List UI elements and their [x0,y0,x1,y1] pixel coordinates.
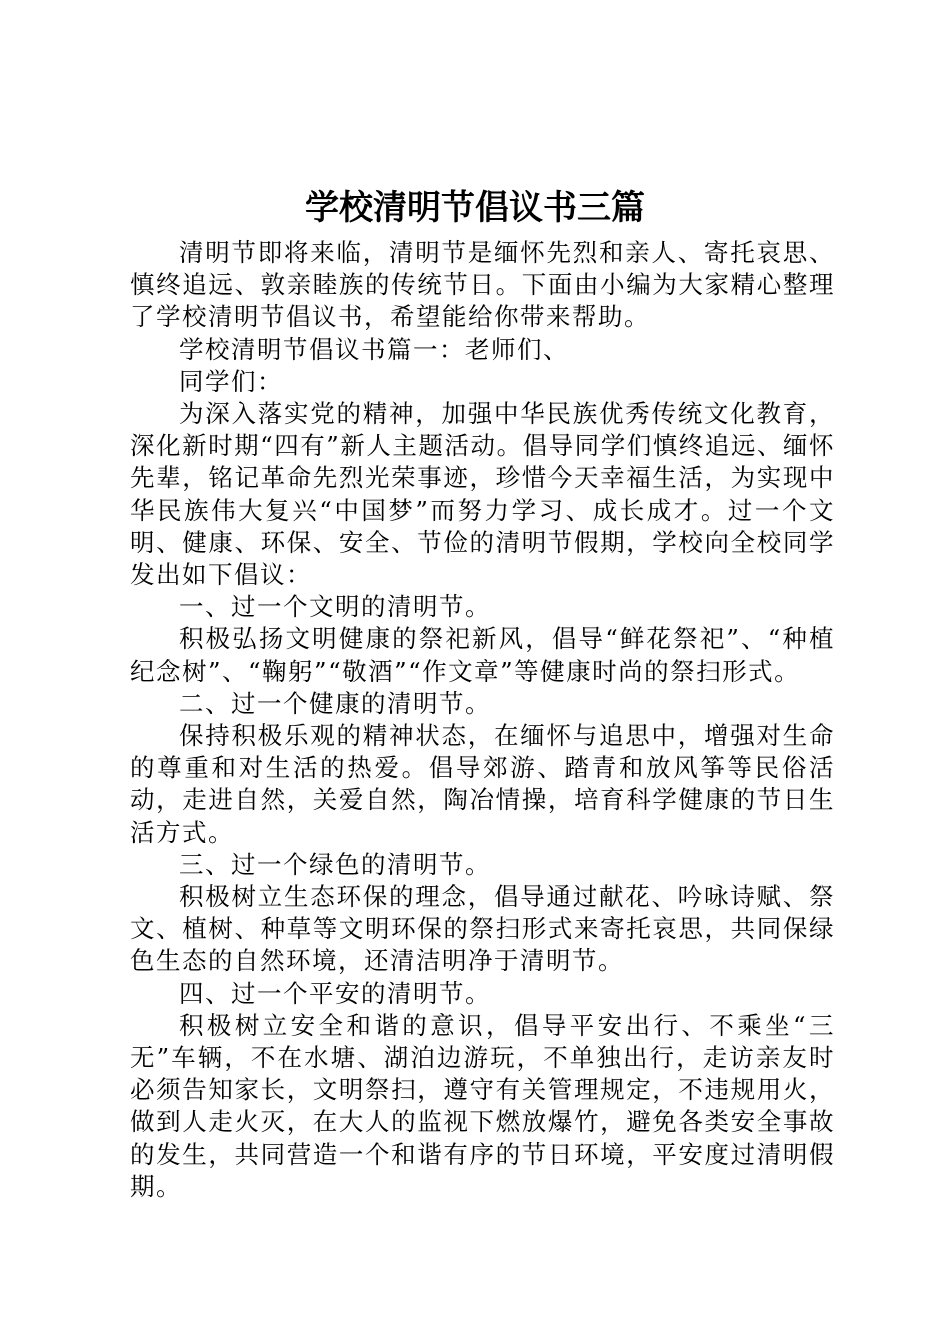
proposal-heading-4: 四、过一个平安的清明节。 [179,978,491,1008]
section-heading: 学校清明节倡议书篇一：老师们、 [179,334,569,364]
proposal-heading-2: 二、过一个健康的清明节。 [179,688,491,718]
document-title: 学校清明节倡议书三篇 [305,188,645,228]
proposal-text-4: 积极树立安全和谐的意识，倡导平安出行、不乘坐“三无”车辆，不在水塘、湖泊边游玩，不单独出行，走访亲友时必须告知家长，文明祭扫，遵守有关管理规定，不违规用火，做到人走火灭，在大人的监视下燃放爆竹，避免各类安全事故的发生，共同营造一个和谐有序的节日环境，平安度过清明假期。 [130,1010,835,1201]
proposal-heading-3: 三、过一个绿色的清明节。 [179,849,491,879]
document-body [130,237,835,1203]
body-paragraph: 为深入落实党的精神，加强中华民族优秀传统文化教育，深化新时期“四有”新人主题活动。倡导同学们慎终追远、缅怀先辈，铭记革命先烈光荣事迹，珍惜今天幸福生活，为实现中华民族伟大复兴“中国梦”而努力学习、成长成才。过一个文明、健康、环保、安全、节俭的清明节假期，学校向全校同学发出如下倡议： [130,399,835,590]
proposal-text-3: 积极树立生态环保的理念，倡导通过献花、吟咏诗赋、祭文、植树、种草等文明环保的祭扫形式来寄托哀思，共同保绿色生态的自然环境，还清洁明净于清明节。 [130,882,835,976]
proposal-text-2: 保持积极乐观的精神状态，在缅怀与追思中，增强对生命的尊重和对生活的热爱。倡导郊游、踏青和放风筝等民俗活动，走进自然，关爱自然，陶冶情操，培育科学健康的节日生活方式。 [130,721,835,847]
proposal-heading-1: 一、过一个文明的清明节。 [179,592,491,622]
salutation: 同学们： [179,366,283,396]
proposal-text-1: 积极弘扬文明健康的祭祀新风，倡导“鲜花祭祀”、“种植纪念树”、“鞠躬”“敬酒”“作文章”等健康时尚的祭扫形式。 [130,624,835,686]
intro-paragraph: 清明节即将来临，清明节是缅怀先烈和亲人、寄托哀思、慎终追远、敦亲睦族的传统节日。下面由小编为大家精心整理了学校清明节倡议书，希望能给你带来帮助。 [130,238,835,332]
